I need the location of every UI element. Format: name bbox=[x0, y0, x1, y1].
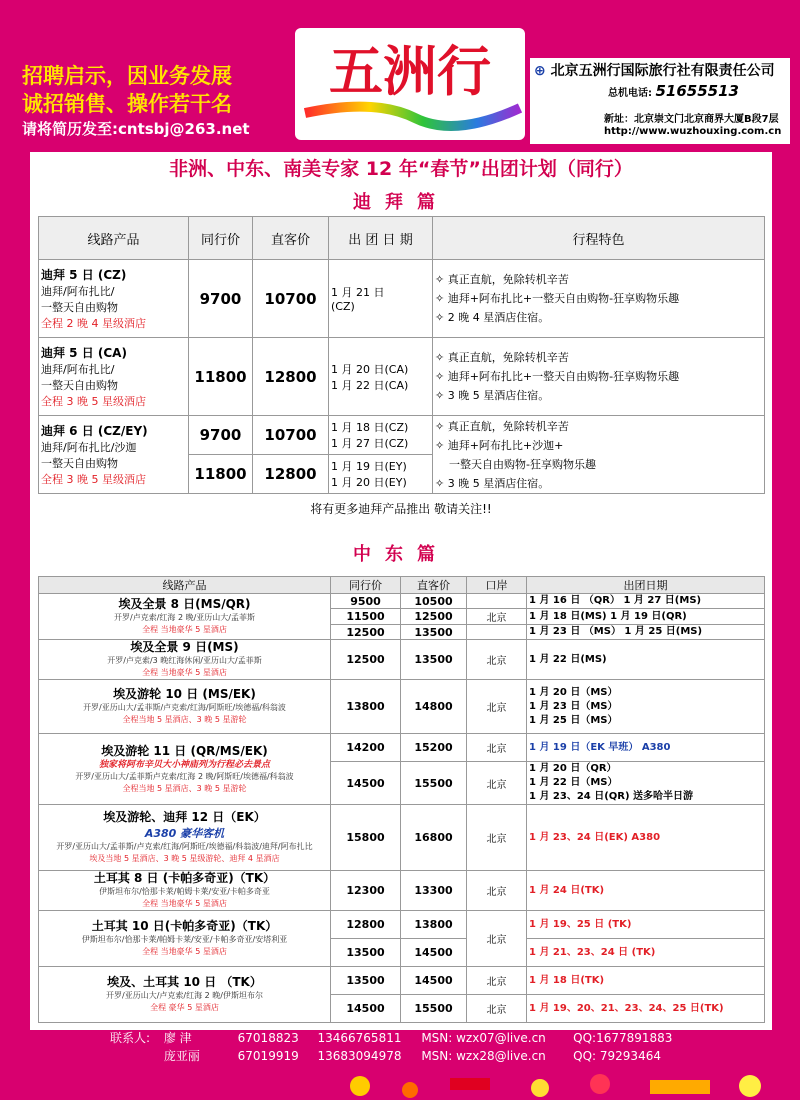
contact-row bbox=[110, 1047, 672, 1065]
peer-price: 11800 bbox=[189, 338, 253, 416]
direct-price: 12800 bbox=[253, 455, 329, 494]
contacts bbox=[110, 1029, 672, 1065]
table-row: 埃及游轮 10 日 (MS/EK) 开罗/亚历山大/孟菲斯/卢克索/红海/阿斯旺/埃德福/科翁波 全程当地 5 星酒店、3 晚 5 星游轮 13800 14800 北京 1 月 20 日（MS） 1 月 23 日（MS） 1 月 25 日（MS） bbox=[39, 680, 765, 734]
features: ✧ 真正直航，免除转机辛苦 ✧ 迪拜+阿布扎比+沙迦+ 一整天自由购物-狂享购物乐趣 ✧ 3 晚 5 星酒店住宿。 bbox=[433, 416, 765, 494]
recruit-line-1: 招聘启示，因业务发展 bbox=[22, 64, 232, 88]
table-row: 土耳其 8 日 (卡帕多奇亚)（TK） 伊斯坦布尔/恰那卡莱/帕姆卡莱/安亚/卡帕多奇亚 全程 当地豪华 5 星酒店 12300 13300 北京 1 月 24 日(TK) bbox=[39, 871, 765, 911]
col-header: 出 团 日 期 bbox=[329, 217, 433, 260]
peer-price: 9700 bbox=[189, 416, 253, 455]
contact-msn: MSN: wzx28@live.cn bbox=[421, 1049, 546, 1063]
route-name: 迪拜 6 日 (CZ/EY) bbox=[41, 424, 148, 438]
middle-east-section-title: 中东篇 bbox=[353, 544, 449, 565]
page-title: 非洲、中东、南美专家 12 年“春节”出团计划（同行） bbox=[169, 158, 633, 180]
depart-dates: 1 月 19 日(EY) 1 月 20 日(EY) bbox=[329, 455, 433, 494]
table-row: 14500 15500 北京 1 月 19、20、21、23、24、25 日(TK) bbox=[39, 995, 765, 1023]
phone-number: 51655513 bbox=[655, 82, 739, 100]
col-header: 同行价 bbox=[189, 217, 253, 260]
peer-price: 11800 bbox=[189, 455, 253, 494]
contact-qq: QQ:1677891883 bbox=[573, 1031, 673, 1045]
main-sheet bbox=[30, 152, 772, 1030]
features: ✧ 真正直航，免除转机辛苦 ✧ 迪拜+阿布扎比+一整天自由购物-狂享购物乐趣 ✧ 3 晚 5 星酒店住宿。 bbox=[433, 338, 765, 416]
direct-price: 10700 bbox=[253, 260, 329, 338]
dubai-section-title: 迪拜篇 bbox=[353, 192, 449, 213]
direct-price: 12800 bbox=[253, 338, 329, 416]
contact-mobile: 13683094978 bbox=[317, 1049, 402, 1063]
contact-tel: 67019919 bbox=[237, 1049, 299, 1063]
table-row: 埃及全景 8 日(MS/QR) 开罗/卢克索/红海 2 晚/亚历山大/孟菲斯 全程 当地豪华 5 星酒店 9500 10500 1 月 16 日 （QR） 1 月 27 日(MS) bbox=[39, 594, 765, 609]
recruit-email[interactable]: 请将简历发至:cntsbj@263.net bbox=[22, 120, 250, 138]
features: ✧ 真正直航，免除转机辛苦 ✧ 迪拜+阿布扎比+一整天自由购物-狂享购物乐趣 ✧ 2 晚 4 星酒店住宿。 bbox=[433, 260, 765, 338]
table-row: 迪拜 5 日 (CZ) 迪拜/阿布扎比/ 一整天自由购物 全程 2 晚 4 星级酒店 9700 10700 1 月 21 日 (CZ) ✧ 真正直航，免除转机辛苦 ✧ 迪拜+阿布扎比+一整天自由购物-狂享购物乐趣 ✧ 2 晚 4 星酒店住宿。 bbox=[39, 260, 765, 338]
recruit-block bbox=[22, 62, 250, 140]
col-header: 口岸 bbox=[467, 577, 527, 594]
contact-name: 庞亚丽 bbox=[163, 1049, 200, 1063]
col-header: 出团日期 bbox=[527, 577, 765, 594]
table-row: 埃及全景 9 日(MS) 开罗/卢克索/3 晚红海休闲/亚历山大/孟菲斯 全程 当地豪华 5 星酒店 12500 13500 北京 1 月 22 日(MS) bbox=[39, 640, 765, 680]
col-header: 直客价 bbox=[401, 577, 467, 594]
col-header: 行程特色 bbox=[433, 217, 765, 260]
depart-dates: 1 月 21 日 (CZ) bbox=[329, 260, 433, 338]
table-row: 迪拜 5 日 (CA) 迪拜/阿布扎比/ 一整天自由购物 全程 3 晚 5 星级酒店 11800 12800 1 月 20 日(CA) 1 月 22 日(CA) ✧ 真正直航，免除转机辛苦 ✧ 迪拜+阿布扎比+一整天自由购物-狂享购物乐趣 ✧ 3 晚 5 星酒店住宿。 bbox=[39, 338, 765, 416]
contact-name: 廖 津 bbox=[163, 1031, 192, 1045]
company-info bbox=[530, 58, 790, 144]
contact-msn: MSN: wzx07@live.cn bbox=[421, 1031, 546, 1045]
table-row: 12500 13500 1 月 23 日 （MS） 1 月 25 日(MS) bbox=[39, 625, 765, 640]
more-products-note: 将有更多迪拜产品推出 敬请关注!! bbox=[310, 502, 492, 516]
contact-qq: QQ: 79293464 bbox=[573, 1049, 661, 1063]
table-row: 土耳其 10 日(卡帕多奇亚)（TK） 伊斯坦布尔/恰那卡莱/帕姆卡莱/安亚/卡帕多奇亚/安塔利亚 全程 当地豪华 5 星酒店 12800 13800 北京 1 月 19、25 日 (TK) bbox=[39, 911, 765, 939]
peer-price: 9700 bbox=[189, 260, 253, 338]
table-row: 13500 14500 1 月 21、23、24 日 (TK) bbox=[39, 939, 765, 967]
logo bbox=[295, 28, 525, 140]
middle-east-table bbox=[38, 576, 765, 1023]
table-row: 埃及、土耳其 10 日 （TK） 开罗/亚历山大/卢克索/红海 2 晚/伊斯坦布尔 全程 豪华 5 星酒店 13500 14500 北京 1 月 18 日(TK) bbox=[39, 967, 765, 995]
table-row: 11500 12500 北京 1 月 18 日(MS) 1 月 19 日(QR) bbox=[39, 609, 765, 625]
direct-price: 10700 bbox=[253, 416, 329, 455]
table-row: 迪拜 6 日 (CZ/EY) 迪拜/阿布扎比/沙迦 一整天自由购物 全程 3 晚 5 星级酒店 9700 10700 1 月 18 日(CZ) 1 月 27 日(CZ) ✧ 真正直航，免除转机辛苦 ✧ 迪拜+阿布扎比+沙迦+ 一整天自由购物-狂享购物乐趣 ✧ 3 晚 5 星酒店住宿。 bbox=[39, 416, 765, 455]
table-row: 14500 15500 北京 1 月 20 日（QR） 1 月 22 日（MS） 1 月 23、24 日(QR) 送多哈半日游 bbox=[39, 762, 765, 805]
contact-tel: 67018823 bbox=[237, 1031, 299, 1045]
header bbox=[0, 0, 800, 150]
table-row: 埃及游轮 11 日 (QR/MS/EK) 独家将阿布辛贝大小神庙列为行程必去景点 开罗/亚历山大/孟菲斯卢克索/红海 2 晚/阿斯旺/埃德福/科翁波 全程当地 5 星酒店、3 晚 5 星游轮 14200 15200 北京 1 月 19 日（EK 早班） A380 bbox=[39, 734, 765, 762]
dubai-table bbox=[38, 216, 765, 494]
contact-row: 联系人: 廖 津 67018823 13466765811 MSN: wzx07@live.cn QQ:1677891883 bbox=[110, 1031, 673, 1045]
route-name: 迪拜 5 日 (CA) bbox=[41, 346, 127, 360]
depart-dates: 1 月 18 日(CZ) 1 月 27 日(CZ) bbox=[329, 416, 433, 455]
phone-row: 总机电话: 51655513 bbox=[608, 82, 739, 100]
col-header: 线路产品 bbox=[39, 577, 331, 594]
festive-decoration bbox=[330, 1064, 800, 1100]
address: 新址：北京崇文门北京商界大厦B段7层 bbox=[604, 114, 779, 125]
depart-dates: 1 月 20 日(CA) 1 月 22 日(CA) bbox=[329, 338, 433, 416]
contact-mobile: 13466765811 bbox=[317, 1031, 402, 1045]
website-link[interactable]: http://www.wuzhouxing.com.cn bbox=[604, 126, 782, 137]
route-name: 迪拜 5 日 (CZ) bbox=[41, 268, 127, 282]
company-name: ⊕ 北京五洲行国际旅行社有限责任公司 bbox=[534, 63, 775, 79]
col-header: 直客价 bbox=[253, 217, 329, 260]
col-header: 线路产品 bbox=[39, 217, 189, 260]
recruit-line-2: 诚招销售、操作若干名 bbox=[22, 92, 232, 116]
col-header: 同行价 bbox=[331, 577, 401, 594]
table-row: 埃及游轮、迪拜 12 日（EK） A380 豪华客机 开罗/亚历山大/孟菲斯/卢克索/红海/阿斯旺/埃德福/科翁波/迪拜/阿布扎比 埃及当地 5 星酒店、3 晚 5 星级游轮、迪拜 4 星酒店 15800 16800 北京 1 月 23、24 日(EK) A380 bbox=[39, 805, 765, 871]
logo-text: 五洲行 bbox=[329, 39, 491, 103]
company-swirl-icon: ⊕ bbox=[534, 63, 546, 79]
